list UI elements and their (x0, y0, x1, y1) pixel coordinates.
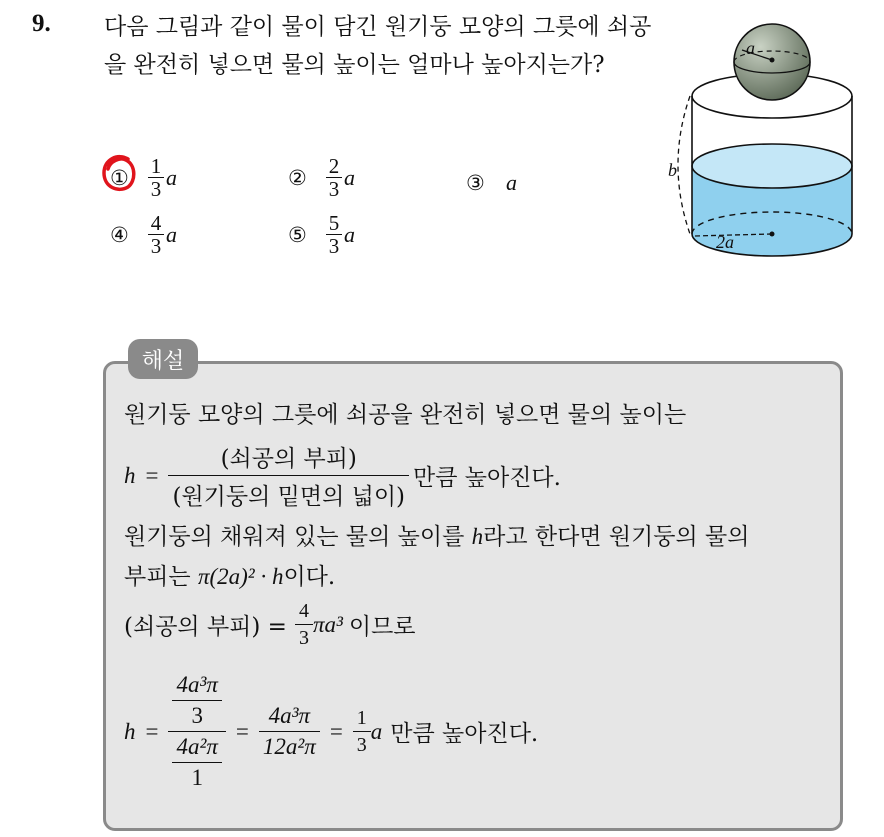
question-number: 9. (32, 10, 51, 37)
solution-line-3-start: 원기둥의 채워져 있는 물의 높이를 (124, 524, 465, 550)
h-variable: h (124, 462, 136, 488)
choice-4-denominator: 3 (150, 234, 162, 258)
height-fraction-denominator: (원기둥의 밑면의 넓이) (172, 484, 406, 510)
sphere-radius-label: a (746, 38, 755, 58)
height-label: b (668, 160, 677, 180)
choice-2-label: ② (288, 165, 307, 190)
complex-fraction-bottom (168, 732, 225, 791)
sphere-volume-label: (쇠공의 부피) = (124, 614, 287, 640)
complex-bottom-numerator: 4a²π (176, 734, 218, 759)
complex-bottom-denominator: 1 (191, 765, 203, 790)
solution-line-4-start: 부피는 (124, 564, 191, 590)
equals-sign: = (145, 462, 159, 488)
sphere-volume-denominator: 3 (298, 627, 309, 649)
choice-2-numerator: 2 (328, 154, 340, 178)
solution-line-5-end: 이므로 (348, 614, 416, 640)
choice-2-fraction (326, 155, 342, 200)
choice-1-denominator: 3 (150, 177, 162, 201)
equals-sign-2: = (145, 718, 159, 744)
solution-line-2 (124, 440, 561, 511)
question-text: 다음 그림과 같이 물이 담긴 원기둥 모양의 그릇에 쇠공을 완전히 넣으면 물의 높이는 얼마나 높아지는가? (104, 14, 652, 78)
result-numerator: 1 (356, 707, 367, 729)
height-fraction-numerator: (쇠공의 부피) (220, 446, 357, 472)
complex-fraction-top (168, 672, 225, 731)
choice-5-label: ⑤ (288, 222, 307, 247)
solution-line-1: 원기둥 모양의 그릇에 쇠공을 완전히 넣으면 물의 높이는 (124, 402, 687, 428)
choice-2[interactable] (288, 155, 355, 200)
solution-line-6 (124, 672, 538, 791)
choice-1-fraction (148, 155, 164, 200)
choice-4-numerator: 4 (150, 211, 162, 235)
solution-line-3-end: 라고 한다면 원기둥의 물의 (483, 524, 750, 550)
choice-5-var: a (344, 221, 355, 247)
base-radius-label: 2a (716, 232, 734, 252)
solution-tag: 해설 (128, 339, 198, 379)
solution-line-4 (124, 558, 335, 591)
choice-1-label: ① (110, 165, 129, 190)
simplified-fraction (259, 703, 320, 760)
cylinder-sphere-figure (660, 14, 860, 264)
simplified-denominator: 12a²π (262, 734, 316, 759)
choice-2-var: a (344, 164, 355, 190)
complex-top-denominator: 3 (191, 703, 203, 728)
sphere-volume-numerator: 4 (298, 600, 309, 622)
choice-1-var: a (166, 164, 177, 190)
simplified-numerator: 4a³π (268, 703, 311, 728)
result-denominator: 3 (356, 734, 367, 756)
complex-top-numerator: 4a³π (176, 672, 218, 697)
choice-5-denominator: 3 (328, 234, 340, 258)
choice-2-denominator: 3 (328, 177, 340, 201)
choice-4[interactable] (110, 212, 177, 257)
choice-1-numerator: 1 (150, 154, 162, 178)
choice-4-fraction (148, 212, 164, 257)
h-variable-3: h (124, 718, 136, 744)
choice-3[interactable] (466, 170, 517, 196)
solution-line-5 (124, 600, 416, 649)
solution-line-3 (124, 518, 749, 551)
complex-fraction (168, 672, 225, 791)
equals-sign-4: = (329, 718, 343, 744)
height-fraction (168, 440, 409, 511)
sphere-volume-expression: πa³ (312, 611, 343, 637)
solution-line-4-end: 이다. (283, 564, 336, 590)
choice-4-var: a (166, 221, 177, 247)
choice-4-label: ④ (110, 222, 129, 247)
choice-5[interactable] (288, 212, 355, 257)
answer-circle-mark (100, 151, 140, 197)
result-variable: a (370, 718, 383, 744)
choice-3-label: ③ (466, 171, 485, 195)
solution-final-tail: 만큼 높아진다. (390, 721, 539, 747)
choice-5-numerator: 5 (328, 211, 340, 235)
result-fraction (353, 707, 371, 756)
solution-line-2-tail: 만큼 높아진다. (413, 465, 561, 491)
sphere-volume-fraction (295, 600, 313, 649)
water-volume-expression: π(2a)² · h (197, 564, 284, 589)
choice-5-fraction (326, 212, 342, 257)
equals-sign-3: = (235, 718, 249, 744)
choice-3-var: a (506, 170, 517, 195)
h-variable-2: h (471, 524, 484, 549)
